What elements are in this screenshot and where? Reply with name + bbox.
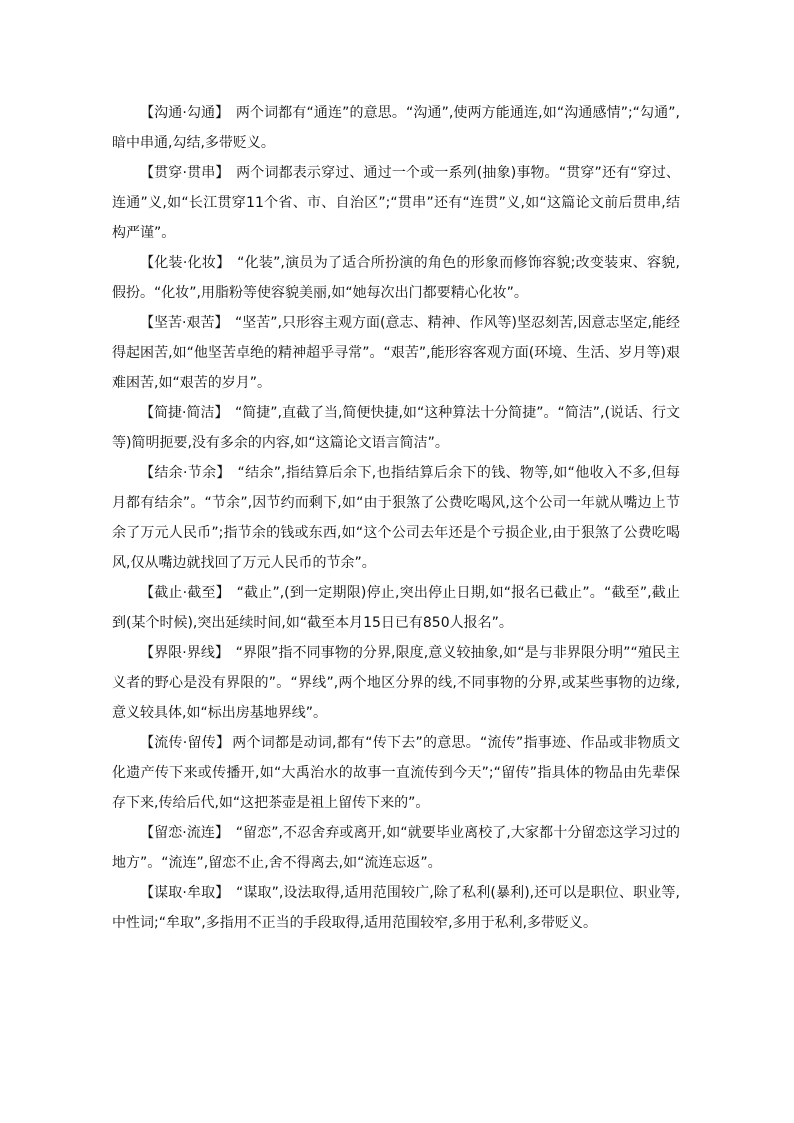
entry-term: 【谋取·牟取】 bbox=[140, 885, 230, 901]
list-item-goutong bbox=[112, 98, 680, 158]
list-item-mouqu bbox=[112, 878, 680, 938]
entry-definition: 两个词都有“通连”的意思。“沟通”,使两方能通连,如“沟通感情”;“勾通”,暗中串通,勾结,多带贬义。 bbox=[112, 105, 680, 151]
entry-term: 【坚苦·艰苦】 bbox=[140, 315, 229, 331]
list-item-jiezhi bbox=[112, 578, 680, 638]
entry-term: 【界限·界线】 bbox=[140, 645, 230, 661]
list-item-huazhuang bbox=[112, 248, 680, 308]
entry-term: 【截止·截至】 bbox=[140, 585, 230, 601]
entry-term: 【流传·留传】 bbox=[140, 735, 231, 751]
list-item-liuchuan bbox=[112, 728, 680, 818]
entry-term: 【化装·化妆】 bbox=[140, 255, 231, 271]
entry-definition: “截止”,(到一定期限)停止,突出停止日期,如“报名已截止”。“截至”,截止到(某个时候),突出延续时间,如“截至本月15日已有850人报名”。 bbox=[112, 585, 680, 631]
entry-term: 【沟通·勾通】 bbox=[140, 105, 230, 121]
entry-definition: “结余”,指结算后余下,也指结算后余下的钱、物等,如“他收入不多,但每月都有结余”。“节余”,因节约而剩下,如“由于狠煞了公费吃喝风,这个公司一年就从嘴边上节余了万元人民币”;指节余的钱或东西,如“这个公司去年还是个亏损企业,由于狠煞了公费吃喝风,仅从嘴边就找回了万元人民币的节余”。 bbox=[112, 465, 680, 571]
entry-term: 【贯穿·贯串】 bbox=[140, 165, 230, 181]
entry-definition: “谋取”,设法取得,适用范围较广,除了私利(暴利),还可以是职位、职业等,中性词;“牟取”,多指用不正当的手段取得,适用范围较窄,多用于私利,多带贬义。 bbox=[112, 885, 680, 931]
list-item-jiexian bbox=[112, 638, 680, 728]
list-item-guanchuan bbox=[112, 158, 680, 248]
entry-term: 【留恋·流连】 bbox=[140, 825, 230, 841]
list-item-liulian bbox=[112, 818, 680, 878]
entry-definition: 两个词都表示穿过、通过一个或一系列(抽象)事物。“贯穿”还有“穿过、连通”义,如“长江贯穿11个省、市、自治区”;“贯串”还有“连贯”义,如“这篇论文前后贯串,结构严谨”。 bbox=[112, 165, 680, 241]
entry-term: 【结余·节余】 bbox=[140, 465, 231, 481]
entry-definition: “坚苦”,只形容主观方面(意志、精神、作风等)坚忍刻苦,因意志坚定,能经得起困苦,如“他坚苦卓绝的精神超乎寻常”。“艰苦”,能形容客观方面(环境、生活、岁月等)艰难困苦,如“艰苦的岁月”。 bbox=[112, 315, 681, 391]
list-item-jianku bbox=[112, 308, 680, 398]
entry-definition: “留恋”,不忍舍弃或离开,如“就要毕业离校了,大家都十分留恋这学习过的地方”。“流连”,留恋不止,舍不得离去,如“流连忘返”。 bbox=[112, 825, 681, 871]
entry-definition: “界限”指不同事物的分界,限度,意义较抽象,如“是与非界限分明”“殖民主义者的野心是没有界限的”。“界线”,两个地区分界的线,不同事物的分界,或某些事物的边缘,意义较具体,如“标出房基地界线”。 bbox=[112, 645, 680, 721]
list-item-jianjie bbox=[112, 398, 680, 458]
entry-definition: “化装”,演员为了适合所扮演的角色的形象而修饰容貌;改变装束、容貌,假扮。“化妆”,用脂粉等使容貌美丽,如“她每次出门都要精心化妆”。 bbox=[112, 255, 680, 301]
list-item-jieyu bbox=[112, 458, 680, 578]
document-body bbox=[112, 98, 680, 938]
entry-definition: “简捷”,直截了当,简便快捷,如“这种算法十分简捷”。“简洁”,(说话、行文等)简明扼要,没有多余的内容,如“这篇论文语言简洁”。 bbox=[112, 405, 681, 451]
entry-definition: 两个词都是动词,都有“传下去”的意思。“流传”指事迹、作品或非物质文化遗产传下来或传播开,如“大禹治水的故事一直流传到今天”;“留传”指具体的物品由先辈保存下来,传给后代,如“这把茶壶是祖上留传下来的”。 bbox=[112, 735, 680, 811]
entry-term: 【简捷·简洁】 bbox=[140, 405, 229, 421]
